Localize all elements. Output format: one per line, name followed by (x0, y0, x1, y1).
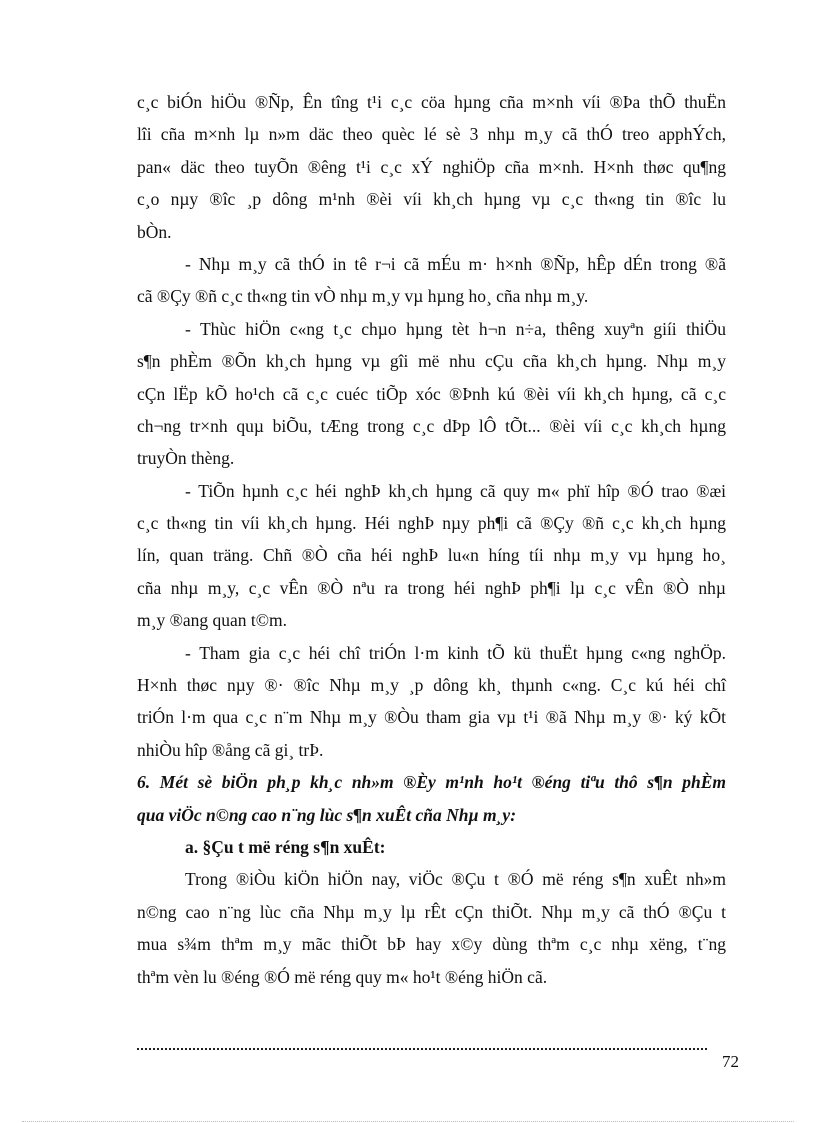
body-text (137, 86, 726, 993)
paragraph-line: lîi cña m×nh lµ n»m däc theo quèc lé sè 3 nhµ m¸y cã thÓ treo apphÝch, (137, 124, 726, 145)
paragraph-line: - TiÕn hµnh c¸c héi nghÞ kh¸ch hµng cã quy m« phï hîp ®Ó trao ®æi (185, 480, 726, 501)
paragraph-line: - Thùc hiÖn c«ng t¸c chµo hµng tèt h¬n n÷a, thêng xuyªn giíi thiÖu (185, 318, 726, 339)
footer-divider (137, 1048, 707, 1050)
paragraph-line: H×nh thøc nµy ®· ®îc Nhµ m¸y ¸p dông kh¸ thµnh c«ng. C¸c kú héi chî (137, 675, 726, 696)
paragraph-line: cÇn lËp kÕ ho¹ch cã c¸c cuéc tiÕp xóc ®Þnh kú ®èi víi kh¸ch hµng, cã c¸c (137, 383, 726, 404)
paragraph-line: nhiÒu hîp ®ång cã gi¸ trÞ. (137, 739, 324, 760)
paragraph-line: mua s¾m thªm m¸y mãc thiÕt bÞ hay x©y dùng thªm c¸c nhµ xëng, t¨ng (137, 934, 726, 955)
paragraph-line: c¸o nµy ®îc ¸p dông m¹nh ®èi víi kh¸ch hµng vµ c¸c th«ng tin ®îc lu (137, 189, 726, 210)
subsection-heading: a. §Çu t më réng s¶n xuÊt: (185, 836, 386, 857)
paragraph-line: lín, quan träng. Chñ ®Ò cña héi nghÞ lu«n híng tíi nhµ m¸y vµ hµng ho¸ (137, 545, 726, 566)
paragraph-line: m¸y ®ang quan t©m. (137, 610, 288, 631)
paragraph-line: c¸c biÓn hiÖu ®Ñp, Ên tîng t¹i c¸c cöa hµng cña m×nh víi ®Þa thÕ thuËn (137, 92, 726, 112)
paragraph-line: ch¬ng tr×nh quµ biÕu, tÆng trong c¸c dÞp lÔ tÕt... ®èi víi c¸c kh¸ch hµng (137, 415, 726, 436)
paragraph-line: pan« däc theo tuyÕn ®êng t¹i c¸c xÝ nghiÖp cña m×nh. H×nh thøc qu¶ng (137, 156, 726, 177)
paragraph-line: - Nhµ m¸y cã thÓ in tê r¬i cã mÉu m· h×nh ®Ñp, hÊp dÉn trong ®ã (185, 253, 726, 274)
page-number: 72 (722, 1052, 739, 1071)
paragraph-line: n©ng cao n¨ng lùc cña Nhµ m¸y lµ rÊt cÇn thiÕt. Nhµ m¸y cã thÓ ®Çu t (137, 901, 726, 922)
paragraph-line: thªm vèn lu ®éng ®Ó më réng quy m« ho¹t ®éng hiÖn cã. (137, 966, 548, 987)
section-heading: 6. Mét sè biÖn ph¸p kh¸c nh»m ®Èy m¹nh ho¹t ®éng tiªu thô s¶n phÈm (137, 772, 726, 793)
paragraph-line: - Tham gia c¸c héi chî triÓn l·m kinh tÕ kü thuËt hµng c«ng nghÖp. (185, 642, 726, 663)
paragraph-line: s¶n phÈm ®Õn kh¸ch hµng vµ gîi më nhu cÇu cña kh¸ch hµng. Nhµ m¸y (137, 351, 726, 372)
paragraph-line: triÓn l·m qua c¸c n¨m Nhµ m¸y ®Òu tham gia vµ t¹i ®ã Nhµ m¸y ®· ký kÕt (137, 707, 726, 728)
paragraph-line: truyÒn thèng. (137, 448, 235, 469)
paragraph-line: Trong ®iÒu kiÖn hiÖn nay, viÖc ®Çu t ®Ó më réng s¶n xuÊt nh»m (185, 869, 726, 890)
paragraph-line: bÒn. (137, 221, 172, 242)
section-heading: qua viÖc n©ng cao n¨ng lùc s¶n xuÊt cña Nhµ m¸y: (137, 804, 517, 825)
paragraph-line: c¸c th«ng tin víi kh¸ch hµng. Héi nghÞ nµy ph¶i cã ®Çy ®ñ c¸c kh¸ch hµng (137, 513, 726, 534)
paragraph-line: cã ®Çy ®ñ c¸c th«ng tin vÒ nhµ m¸y vµ hµng ho¸ cña nhµ m¸y. (137, 286, 589, 307)
page-edge-divider (22, 1121, 794, 1122)
paragraph-line: cña nhµ m¸y, c¸c vÊn ®Ò nªu ra trong héi nghÞ ph¶i lµ c¸c vÊn ®Ò nhµ (137, 577, 726, 598)
